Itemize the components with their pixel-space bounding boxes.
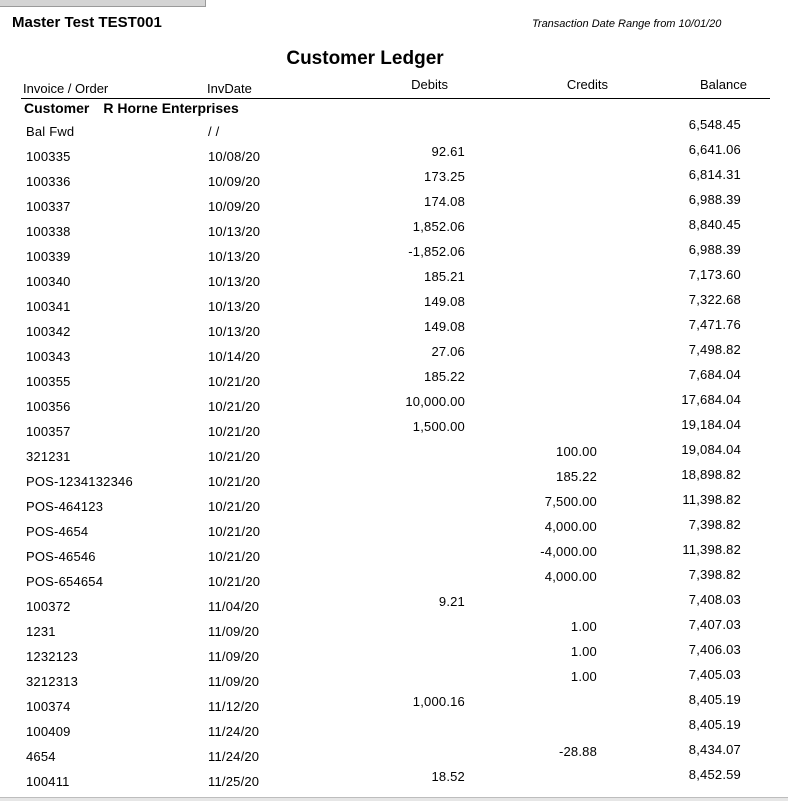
table-row bbox=[0, 418, 788, 443]
cell-debit: 149.08 bbox=[424, 319, 465, 334]
customer-name: R Horne Enterprises bbox=[103, 100, 239, 116]
cell-invoice: 100336 bbox=[26, 174, 71, 189]
table-row bbox=[0, 293, 788, 318]
cell-invdate: 10/21/20 bbox=[208, 574, 261, 589]
cell-invoice: 100374 bbox=[26, 699, 71, 714]
cell-invdate: 10/21/20 bbox=[208, 424, 261, 439]
cell-balance: 6,988.39 bbox=[688, 192, 741, 207]
cell-invdate: 10/13/20 bbox=[208, 249, 261, 264]
cell-debit: 10,000.00 bbox=[405, 394, 465, 409]
window-frame-edge bbox=[0, 0, 206, 7]
cell-invoice: 1232123 bbox=[26, 649, 79, 664]
cell-credit: 185.22 bbox=[556, 469, 597, 484]
table-row bbox=[0, 243, 788, 268]
cell-balance: 8,840.45 bbox=[688, 217, 741, 232]
cell-invdate: 11/09/20 bbox=[208, 649, 260, 664]
cell-balance: 18,898.82 bbox=[681, 467, 741, 482]
cell-invoice: 100340 bbox=[26, 274, 71, 289]
cell-debit: 18.52 bbox=[431, 769, 465, 784]
customer-heading bbox=[24, 100, 239, 116]
cell-invdate: 10/21/20 bbox=[208, 399, 261, 414]
cell-invdate: 10/13/20 bbox=[208, 274, 261, 289]
cell-invdate: 10/21/20 bbox=[208, 549, 261, 564]
cell-invdate: 10/21/20 bbox=[208, 474, 261, 489]
cell-invoice: 3212313 bbox=[26, 674, 79, 689]
ledger-rows bbox=[0, 118, 788, 793]
cell-credit: 1.00 bbox=[570, 669, 597, 684]
table-row bbox=[0, 543, 788, 568]
cell-invoice: 100343 bbox=[26, 349, 71, 364]
table-row bbox=[0, 193, 788, 218]
cell-balance: 6,814.31 bbox=[688, 167, 741, 182]
cell-debit: 185.22 bbox=[424, 369, 465, 384]
cell-debit: 1,000.16 bbox=[412, 694, 465, 709]
table-row bbox=[0, 768, 788, 793]
cell-invdate: 10/13/20 bbox=[208, 224, 261, 239]
cell-credit: 1.00 bbox=[570, 644, 597, 659]
cell-credit: 4,000.00 bbox=[544, 569, 597, 584]
table-row bbox=[0, 268, 788, 293]
cell-balance: 6,548.45 bbox=[688, 117, 741, 132]
table-row bbox=[0, 318, 788, 343]
cell-invoice: POS-654654 bbox=[26, 574, 104, 589]
page-bottom-edge bbox=[0, 797, 788, 801]
cell-balance: 17,684.04 bbox=[681, 392, 741, 407]
cell-invdate: 10/08/20 bbox=[208, 149, 261, 164]
table-row bbox=[0, 218, 788, 243]
table-row bbox=[0, 593, 788, 618]
cell-invoice: 100338 bbox=[26, 224, 71, 239]
cell-debit: 173.25 bbox=[424, 169, 465, 184]
cell-balance: 8,434.07 bbox=[688, 742, 741, 757]
cell-invoice: 100355 bbox=[26, 374, 71, 389]
cell-credit: 100.00 bbox=[556, 444, 597, 459]
cell-debit: 92.61 bbox=[431, 144, 465, 159]
cell-invoice: POS-46546 bbox=[26, 549, 96, 564]
column-header-debits: Debits bbox=[411, 77, 448, 92]
cell-invdate: 10/21/20 bbox=[208, 374, 261, 389]
cell-invdate: 10/21/20 bbox=[208, 449, 261, 464]
cell-invoice: 100335 bbox=[26, 149, 71, 164]
table-row bbox=[0, 393, 788, 418]
cell-invoice: 100411 bbox=[26, 774, 70, 789]
cell-debit: 27.06 bbox=[431, 344, 465, 359]
cell-balance: 8,452.59 bbox=[688, 767, 741, 782]
cell-balance: 7,173.60 bbox=[688, 267, 741, 282]
table-row bbox=[0, 518, 788, 543]
cell-invoice: POS-464123 bbox=[26, 499, 104, 514]
date-range: Transaction Date Range from 10/01/20 bbox=[532, 18, 722, 30]
column-header-invoice: Invoice / Order bbox=[23, 81, 109, 96]
cell-invdate: 11/12/20 bbox=[208, 699, 260, 714]
cell-invoice: POS-1234132346 bbox=[26, 474, 133, 489]
cell-invdate: 11/04/20 bbox=[208, 599, 260, 614]
cell-balance: 7,407.03 bbox=[688, 617, 741, 632]
cell-invdate: 11/24/20 bbox=[208, 749, 260, 764]
customer-label: Customer bbox=[24, 100, 90, 116]
cell-credit: -28.88 bbox=[558, 744, 597, 759]
cell-credit: 1.00 bbox=[570, 619, 597, 634]
cell-debit: 9.21 bbox=[438, 594, 465, 609]
cell-invoice: 1231 bbox=[26, 624, 56, 639]
table-row bbox=[0, 143, 788, 168]
cell-invdate: 10/09/20 bbox=[208, 199, 261, 214]
cell-invdate: 10/13/20 bbox=[208, 324, 261, 339]
cell-invdate: 11/09/20 bbox=[208, 624, 260, 639]
cell-credit: 4,000.00 bbox=[544, 519, 597, 534]
cell-invdate: 10/09/20 bbox=[208, 174, 261, 189]
cell-debit: 1,500.00 bbox=[412, 419, 465, 434]
column-header-credits: Credits bbox=[566, 77, 608, 92]
table-row bbox=[0, 693, 788, 718]
column-header-invdate: InvDate bbox=[207, 81, 252, 96]
cell-balance: 7,406.03 bbox=[688, 642, 741, 657]
table-row bbox=[0, 493, 788, 518]
table-row bbox=[0, 443, 788, 468]
table-row bbox=[0, 468, 788, 493]
cell-balance: 7,398.82 bbox=[688, 517, 741, 532]
cell-balance: 11,398.82 bbox=[682, 542, 741, 557]
cell-invoice: Bal Fwd bbox=[26, 124, 75, 139]
cell-invdate: 10/13/20 bbox=[208, 299, 261, 314]
cell-debit: -1,852.06 bbox=[408, 244, 465, 259]
column-header-balance: Balance bbox=[700, 77, 747, 92]
cell-invoice: 100337 bbox=[26, 199, 71, 214]
cell-balance: 6,988.39 bbox=[688, 242, 741, 257]
cell-invoice: 100372 bbox=[26, 599, 71, 614]
cell-invoice: 100409 bbox=[26, 724, 71, 739]
cell-balance: 7,408.03 bbox=[688, 592, 741, 607]
table-row bbox=[0, 368, 788, 393]
cell-invdate: 11/24/20 bbox=[208, 724, 260, 739]
table-row bbox=[0, 168, 788, 193]
cell-invdate: / / bbox=[208, 124, 220, 139]
cell-invdate: 10/21/20 bbox=[208, 524, 261, 539]
cell-balance: 19,184.04 bbox=[681, 417, 741, 432]
cell-debit: 174.08 bbox=[424, 194, 465, 209]
cell-balance: 6,641.06 bbox=[688, 142, 741, 157]
cell-invoice: 100342 bbox=[26, 324, 71, 339]
cell-debit: 1,852.06 bbox=[412, 219, 465, 234]
cell-balance: 8,405.19 bbox=[688, 717, 741, 732]
cell-invoice: POS-4654 bbox=[26, 524, 89, 539]
table-row bbox=[0, 343, 788, 368]
cell-invoice: 100339 bbox=[26, 249, 71, 264]
cell-invdate: 10/14/20 bbox=[208, 349, 261, 364]
cell-balance: 7,322.68 bbox=[688, 292, 741, 307]
table-row bbox=[0, 618, 788, 643]
cell-balance: 7,471.76 bbox=[688, 317, 741, 332]
cell-debit: 185.21 bbox=[424, 269, 465, 284]
header-divider bbox=[21, 98, 770, 99]
cell-invoice: 100341 bbox=[26, 299, 71, 314]
report-title: Customer Ledger bbox=[286, 48, 444, 69]
cell-invoice: 321231 bbox=[26, 449, 71, 464]
cell-invdate: 10/21/20 bbox=[208, 499, 261, 514]
table-row bbox=[0, 743, 788, 768]
table-row bbox=[0, 643, 788, 668]
cell-balance: 8,405.19 bbox=[688, 692, 741, 707]
cell-invoice: 4654 bbox=[26, 749, 56, 764]
cell-balance: 19,084.04 bbox=[681, 442, 741, 457]
cell-invdate: 11/09/20 bbox=[208, 674, 260, 689]
cell-invdate: 11/25/20 bbox=[208, 774, 260, 789]
cell-invoice: 100357 bbox=[26, 424, 71, 439]
cell-invoice: 100356 bbox=[26, 399, 71, 414]
table-row bbox=[0, 718, 788, 743]
cell-balance: 7,405.03 bbox=[688, 667, 741, 682]
table-row bbox=[0, 568, 788, 593]
cell-balance: 7,684.04 bbox=[688, 367, 741, 382]
cell-balance: 7,398.82 bbox=[688, 567, 741, 582]
table-row bbox=[0, 118, 788, 143]
cell-credit: -4,000.00 bbox=[540, 544, 597, 559]
cell-debit: 149.08 bbox=[424, 294, 465, 309]
cell-balance: 11,398.82 bbox=[682, 492, 741, 507]
cell-credit: 7,500.00 bbox=[544, 494, 597, 509]
table-row bbox=[0, 668, 788, 693]
cell-balance: 7,498.82 bbox=[688, 342, 741, 357]
company-name: Master Test TEST001 bbox=[12, 14, 162, 31]
